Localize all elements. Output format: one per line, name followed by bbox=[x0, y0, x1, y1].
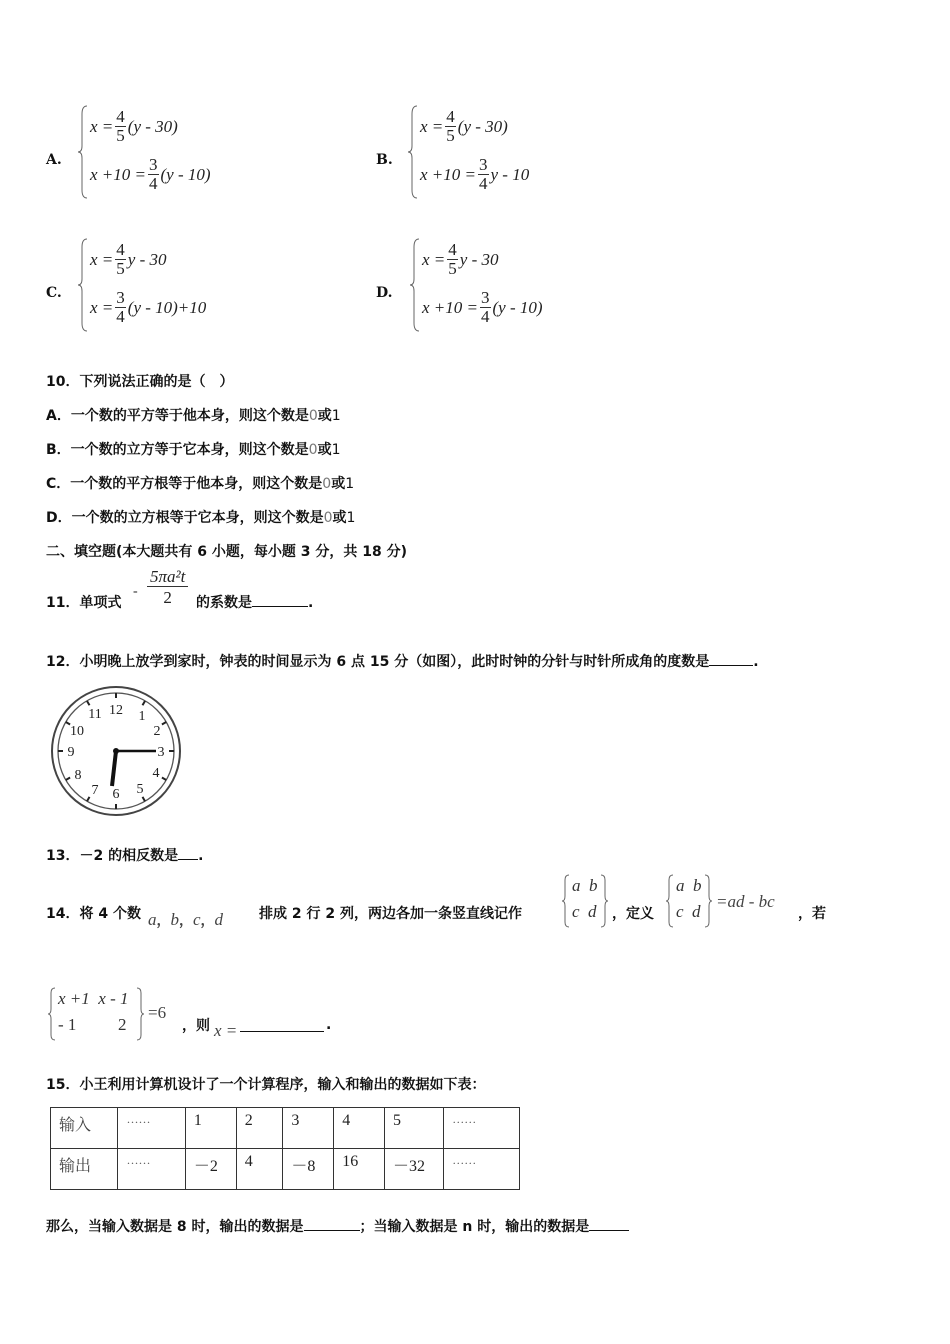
option-label: D. bbox=[376, 285, 393, 301]
equation-system bbox=[410, 237, 670, 333]
q10-option-d: D．一个数的立方根等于它本身，则这个数是0或1 bbox=[46, 510, 356, 526]
equation-2: x +10 = $\frac{3}{4}$ y - 10 bbox=[420, 155, 530, 193]
condition-matrix: x +1 x - 1 - 1 2 bbox=[48, 987, 144, 1041]
equation-system bbox=[78, 104, 338, 200]
svg-text:9: 9 bbox=[67, 745, 75, 760]
left-brace-icon bbox=[408, 104, 418, 200]
equation-2: x = $\frac{3}{4}$ (y - 10)+10 bbox=[90, 288, 207, 326]
svg-text:12: 12 bbox=[109, 703, 123, 718]
option-label: B. bbox=[376, 152, 393, 168]
equation-system bbox=[78, 237, 338, 333]
left-brace-icon bbox=[78, 237, 88, 333]
answer-blank-2[interactable] bbox=[589, 1216, 629, 1231]
svg-text:6: 6 bbox=[112, 787, 120, 802]
answer-blank[interactable] bbox=[178, 845, 198, 860]
svg-text:8: 8 bbox=[74, 768, 82, 783]
q10-option-a: A．一个数的平方等于他本身，则这个数是0或1 bbox=[46, 408, 341, 424]
svg-text:7: 7 bbox=[91, 783, 99, 798]
q9-option-b bbox=[376, 104, 676, 204]
q9-option-d bbox=[376, 237, 676, 337]
section-title: 二、填空题(本大题共有 6 小题，每小题 3 分，共 18 分) bbox=[46, 544, 408, 560]
table-row: 输出 …… －2 4 －8 16 －32 …… bbox=[51, 1149, 520, 1190]
table-row: 输入 …… 1 2 3 4 5 …… bbox=[51, 1108, 520, 1149]
equation-1: x = $\frac{4}{5}$ y - 30 bbox=[90, 240, 167, 278]
q10-option-c: C．一个数的平方根等于他本身，则这个数是0或1 bbox=[46, 476, 355, 492]
q12-stem: 12．小明晚上放学到家时，钟表的时间显示为 6 点 15 分（如图），此时时钟的分针与时针所成角的度数是 . bbox=[46, 651, 759, 671]
left-brace-icon bbox=[78, 104, 88, 200]
io-table bbox=[50, 1107, 520, 1190]
q15-stem: 15．小王利用计算机设计了一个计算程序，输入和输出的数据如下表： bbox=[46, 1077, 486, 1093]
q11: 11．单项式 - $\frac{\text{5πa²t}}{2}$ 的系数是 . bbox=[46, 567, 314, 611]
answer-blank[interactable] bbox=[709, 651, 753, 666]
answer-blank[interactable] bbox=[240, 1017, 324, 1032]
matrix-notation: a b c d bbox=[562, 874, 608, 928]
q10-stem: 10．下列说法正确的是（ ） bbox=[46, 374, 234, 390]
svg-text:11: 11 bbox=[88, 707, 102, 722]
q15-followup: 那么，当输入数据是 8 时，输出的数据是 ；当输入数据是 n 时，输出的数据是 bbox=[46, 1216, 629, 1236]
equation-1: x = $\frac{4}{5}$ y - 30 bbox=[422, 240, 499, 278]
q13-stem: 13．－2 的相反数是 . bbox=[46, 845, 203, 865]
svg-text:10: 10 bbox=[70, 724, 84, 739]
q9-option-c bbox=[46, 237, 346, 337]
equation-1: x = $\frac{4}{5}$ (y - 30) bbox=[90, 107, 178, 145]
option-label: A. bbox=[46, 152, 62, 168]
q14-line-1: 14．将 4 个数 a，b，c，d 排成 2 行 2 列，两边各加一条竖直线记作 a b c d ，定义 a b c d =ad - bc ，若 bbox=[46, 876, 826, 929]
svg-text:5: 5 bbox=[136, 782, 144, 797]
svg-text:3: 3 bbox=[157, 745, 165, 760]
left-brace-icon bbox=[410, 237, 420, 333]
q9-option-a bbox=[46, 104, 346, 204]
clock-figure bbox=[48, 684, 184, 818]
svg-text:2: 2 bbox=[153, 724, 161, 739]
equation-2: x +10 = $\frac{3}{4}$ (y - 10) bbox=[90, 155, 211, 193]
equation-system bbox=[408, 104, 668, 200]
answer-blank-1[interactable] bbox=[304, 1216, 360, 1231]
answer-blank[interactable] bbox=[252, 592, 308, 607]
q14-line-2: x +1 x - 1 - 1 2 =6 ，则 x = . bbox=[46, 987, 446, 1043]
equation-2: x +10 = $\frac{3}{4}$ (y - 10) bbox=[422, 288, 543, 326]
matrix-definition: a b c d bbox=[666, 874, 712, 928]
svg-text:1: 1 bbox=[138, 709, 146, 724]
q10-option-b: B．一个数的立方等于它本身，则这个数是0或1 bbox=[46, 442, 341, 458]
fraction: $\frac{\text{5πa²t}}{2}$ bbox=[146, 568, 189, 607]
option-label: C. bbox=[46, 285, 62, 301]
svg-text:4: 4 bbox=[152, 766, 160, 781]
equation-1: x = $\frac{4}{5}$ (y - 30) bbox=[420, 107, 508, 145]
definition-formula: =ad - bc bbox=[716, 892, 775, 911]
